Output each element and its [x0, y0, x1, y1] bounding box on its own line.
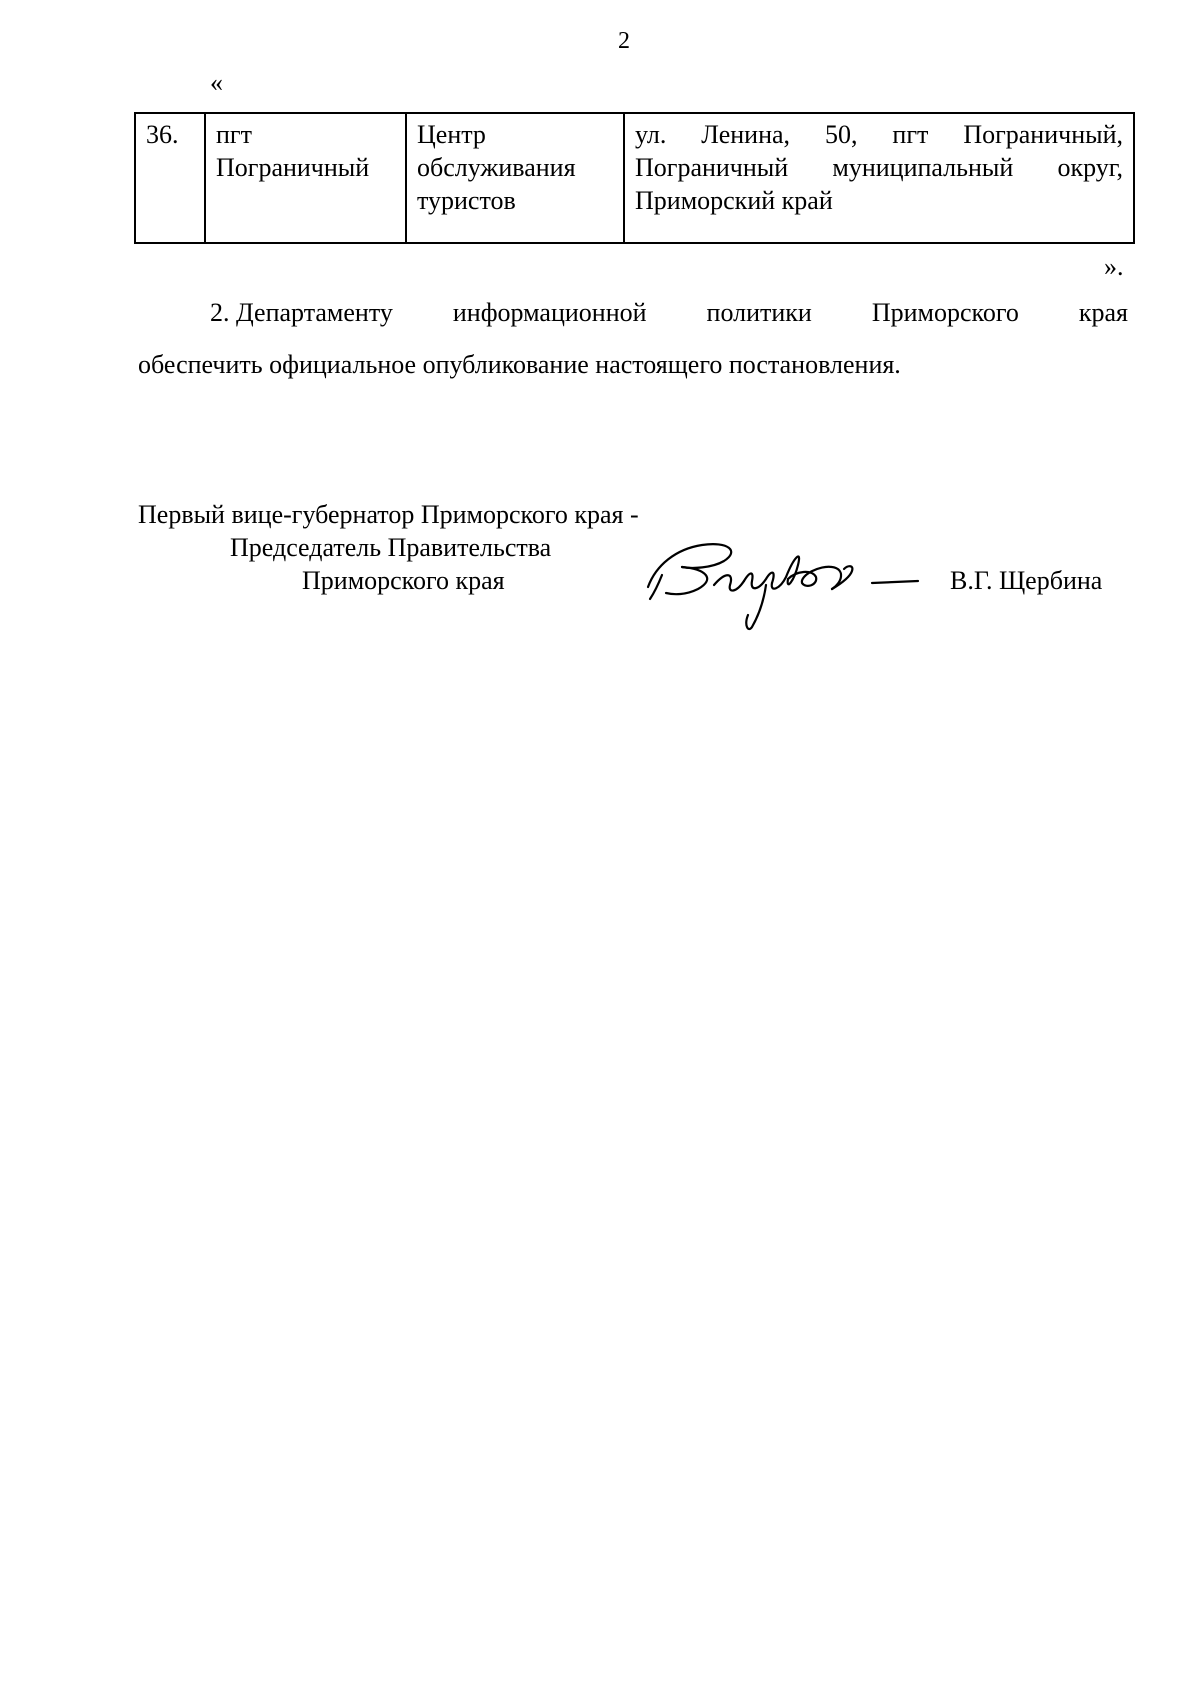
address-text: ул. Ленина, 50, пгт Пограничный, Пограничный муниципальный округ, Приморский край	[635, 120, 1123, 215]
paragraph-word: 2. Департаменту	[210, 298, 393, 327]
object-line: туристов	[417, 186, 516, 215]
paragraph-word: информационной	[452, 298, 647, 327]
signer-position-line-1: Первый вице-губернатор Приморского края -	[138, 500, 639, 529]
signature-stroke	[746, 585, 766, 629]
row-number-cell	[135, 113, 205, 243]
table-row	[135, 113, 1134, 243]
paragraph-line-1	[210, 298, 1128, 328]
signature-stroke	[872, 581, 918, 583]
settlement-line: пгт	[216, 120, 252, 149]
page-number: 2	[618, 28, 630, 54]
signer-position-line-2: Председатель Правительства	[230, 533, 552, 562]
row-number: 36.	[146, 120, 179, 149]
signature-stroke	[772, 556, 799, 588]
address-cell	[624, 113, 1134, 243]
closing-quote: ».	[1104, 252, 1124, 281]
object-line: Центр	[417, 120, 486, 149]
signature-stroke	[744, 573, 774, 589]
paragraph-line-2: обеспечить официальное опубликование настоящего постановления.	[138, 350, 901, 379]
opening-quote: «	[210, 68, 223, 97]
signature-stroke	[666, 567, 707, 594]
settlement-line: Пограничный	[216, 153, 370, 182]
paragraph-word: края	[1078, 298, 1128, 327]
objects-table	[134, 112, 1135, 244]
handwritten-signature	[636, 535, 936, 635]
settlement-cell	[205, 113, 406, 243]
paragraph-word: Приморского	[871, 298, 1019, 327]
object-line: обслуживания	[417, 153, 576, 182]
paragraph-word: политики	[706, 298, 812, 327]
signature-stroke	[714, 575, 744, 590]
signer-name: В.Г. Щербина	[950, 566, 1103, 595]
object-cell	[406, 113, 624, 243]
signer-position-line-3: Приморского края	[302, 566, 505, 595]
